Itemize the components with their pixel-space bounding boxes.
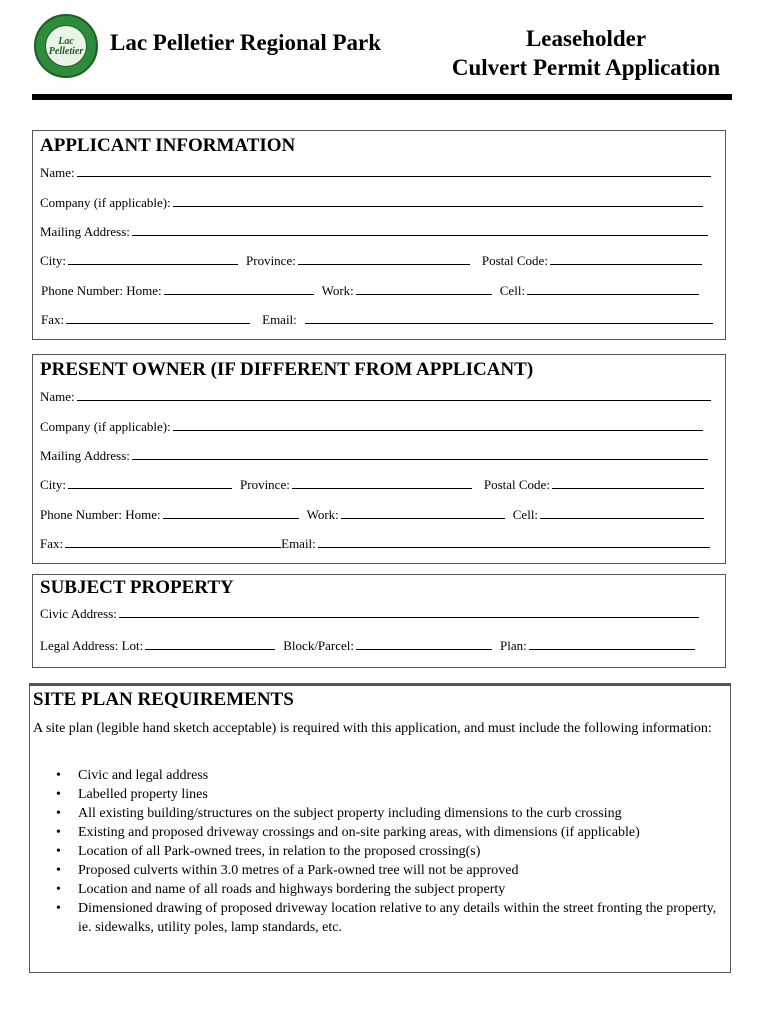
owner-address-row	[40, 477, 704, 493]
owner-heading: PRESENT OWNER (IF DIFFERENT FROM APPLICANT)	[40, 359, 534, 380]
owner-fax-label: Fax:	[40, 536, 64, 551]
owner-name-label: Name:	[40, 389, 75, 404]
property-civic-label: Civic Address:	[40, 606, 117, 621]
list-item: • Location and name of all roads and highways bordering the subject property	[78, 880, 718, 899]
header-divider	[32, 94, 732, 100]
applicant-work-label: Work:	[321, 283, 354, 298]
applicant-cell-field[interactable]	[527, 283, 699, 295]
owner-email-label: Email:	[281, 536, 316, 551]
applicant-email-field[interactable]	[305, 312, 713, 324]
applicant-postal-label: Postal Code:	[481, 253, 548, 268]
owner-work-label: Work:	[306, 507, 339, 522]
list-item: • Civic and legal address	[78, 766, 718, 785]
applicant-province-field[interactable]	[298, 253, 470, 265]
owner-company-label: Company (if applicable):	[40, 419, 171, 434]
park-name: Lac Pelletier Regional Park	[110, 30, 382, 55]
applicant-mailing-row	[40, 224, 708, 240]
logo-text: Lac Pelletier	[48, 36, 84, 57]
title-line-2: Culvert Permit Application	[451, 55, 721, 80]
applicant-city-field[interactable]	[68, 253, 238, 265]
applicant-address-row	[40, 253, 702, 269]
property-plan-label: Plan:	[500, 638, 527, 653]
property-plan-field[interactable]	[529, 638, 695, 650]
applicant-company-label: Company (if applicable):	[40, 195, 171, 210]
property-lot-label: Legal Address: Lot:	[40, 638, 144, 653]
applicant-postal-field[interactable]	[550, 253, 702, 265]
applicant-information-section	[32, 130, 726, 340]
owner-mailing-label: Mailing Address:	[40, 448, 130, 463]
list-item: • Location of all Park-owned trees, in relation to the proposed crossing(s)	[78, 842, 718, 861]
owner-fax-field[interactable]	[65, 536, 281, 548]
owner-phone-home-label: Phone Number: Home:	[40, 507, 161, 522]
applicant-fax-label: Fax:	[41, 312, 65, 327]
owner-cell-field[interactable]	[540, 507, 704, 519]
logo-center	[45, 25, 87, 67]
applicant-name-row	[40, 165, 711, 181]
applicant-phone-home-field[interactable]	[164, 283, 314, 295]
document-title	[440, 24, 732, 82]
owner-phone-home-field[interactable]	[163, 507, 299, 519]
applicant-contact-row	[41, 312, 713, 328]
applicant-name-field[interactable]	[77, 165, 711, 177]
site-plan-heading: SITE PLAN REQUIREMENTS	[33, 689, 294, 710]
owner-cell-label: Cell:	[512, 507, 539, 522]
list-item: • Existing and proposed driveway crossings and on-site parking areas, with dimensions (if applicable)	[78, 823, 718, 842]
property-civic-row	[40, 606, 699, 622]
applicant-name-label: Name:	[40, 165, 75, 180]
applicant-work-field[interactable]	[356, 283, 492, 295]
owner-phone-row	[40, 507, 704, 523]
property-heading: SUBJECT PROPERTY	[40, 577, 234, 598]
applicant-email-label: Email:	[262, 312, 297, 327]
list-item: • All existing building/structures on the subject property including dimensions to the curb crossing	[78, 804, 718, 823]
list-item: • Dimensioned drawing of proposed driveway location relative to any details within the street fronting the property, ie. sidewalks, utility poles, lamp standards, etc.	[78, 899, 718, 937]
owner-work-field[interactable]	[341, 507, 505, 519]
subject-property-section	[32, 574, 726, 668]
park-seal-logo	[34, 14, 98, 78]
site-plan-intro: A site plan (legible hand sketch acceptable) is required with this application, and must include the following information:	[33, 721, 712, 736]
site-plan-section	[29, 683, 731, 973]
owner-contact-row	[40, 536, 710, 552]
owner-company-field[interactable]	[173, 419, 703, 431]
owner-city-field[interactable]	[68, 477, 232, 489]
present-owner-section	[32, 354, 726, 564]
applicant-fax-field[interactable]	[66, 312, 250, 324]
title-line-1: Leaseholder	[525, 26, 647, 51]
property-legal-row	[40, 638, 695, 654]
requirements-list	[78, 766, 718, 937]
owner-mailing-field[interactable]	[132, 448, 708, 460]
owner-name-field[interactable]	[77, 389, 711, 401]
applicant-phone-row	[41, 283, 699, 299]
applicant-heading: APPLICANT INFORMATION	[40, 135, 296, 156]
owner-postal-field[interactable]	[552, 477, 704, 489]
applicant-mailing-field[interactable]	[132, 224, 708, 236]
owner-postal-label: Postal Code:	[483, 477, 550, 492]
applicant-phone-home-label: Phone Number: Home:	[41, 283, 162, 298]
owner-province-label: Province:	[240, 477, 290, 492]
applicant-province-label: Province:	[246, 253, 296, 268]
property-block-field[interactable]	[356, 638, 492, 650]
applicant-cell-label: Cell:	[499, 283, 526, 298]
owner-email-field[interactable]	[318, 536, 710, 548]
applicant-city-label: City:	[40, 253, 67, 268]
applicant-company-row	[40, 195, 703, 211]
owner-mailing-row	[40, 448, 708, 464]
property-lot-field[interactable]	[145, 638, 275, 650]
owner-province-field[interactable]	[292, 477, 472, 489]
owner-company-row	[40, 419, 703, 435]
list-item: • Labelled property lines	[78, 785, 718, 804]
applicant-company-field[interactable]	[173, 195, 703, 207]
property-civic-field[interactable]	[119, 606, 699, 618]
list-item: • Proposed culverts within 3.0 metres of a Park-owned tree will not be approved	[78, 861, 718, 880]
applicant-mailing-label: Mailing Address:	[40, 224, 130, 239]
owner-name-row	[40, 389, 711, 405]
owner-city-label: City:	[40, 477, 67, 492]
property-block-label: Block/Parcel:	[283, 638, 355, 653]
